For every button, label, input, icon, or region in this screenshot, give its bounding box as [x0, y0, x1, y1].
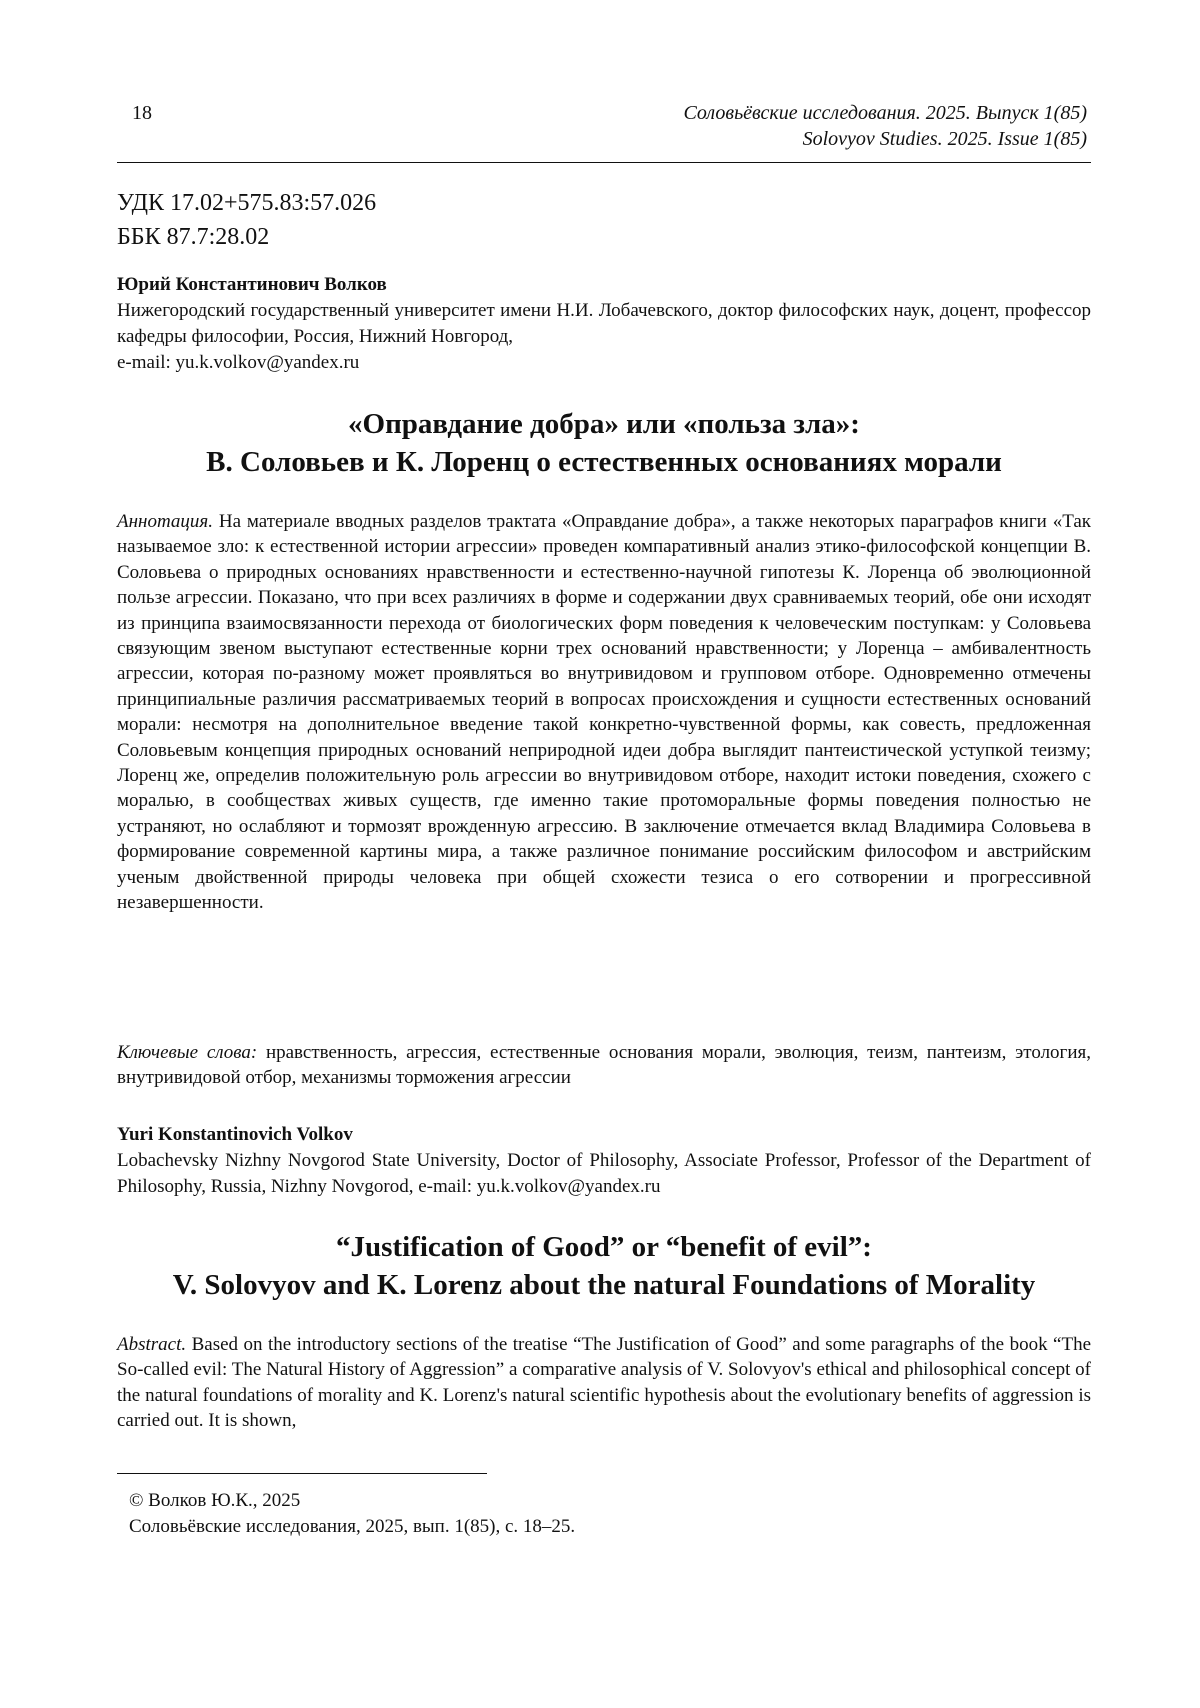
title-en-line-2: V. Solovyov and K. Lorenz about the natural Foundations of Morality	[172, 1269, 1036, 1301]
udk-code: УДК 17.02+575.83:57.026	[117, 190, 377, 216]
abstract-ru-text: На материале вводных разделов трактата «Оправдание добра», а также некоторых параграфов книги «Так называемое зло: к естественной истории агрессии» проведен компаративный анализ этико-философской концепции В. Соловьева о природных основаниях нравственности и естественно-научной гипотезы К. Лоренца об эволюционной пользе агрессии. Показано, что при всех различиях в форме и содержании двух сравниваемых теорий, обе они исходят из принципа взаимосвязанности перехода от биологических форм поведения к человеческим поступкам: у Соловьева связующим звеном выступают естественные корни трех оснований нравственности; у Лоренца – амбивалентность агрессии, которая по-разному может проявляться во внутривидовом и групповом отборе. Одновременно отмечены принципиальные различия рассматриваемых теорий в вопросах происхождения и сущности естественных оснований морали: несмотря на дополнительное введение такой конкретно-чувственной формы, как совесть, предложенная Соловьевым концепция природных оснований неприродной идеи добра выглядит пантеистической уступкой теизму; Лоренц же, определив положительную роль агрессии во внутривидовом отборе, находит истоки поведения, схожего с моралью, в сообществах живых существ, где именно такие протоморальные формы поведения полностью не устраняют, но ослабляют и тормозят врожденную агрессию. В заключение отмечается вклад Владимира Соловьева в формирование современной картины мира, а также различное понимание российским философом и австрийским ученым двойственной природы человека при общей схожести тезиса о его сотворении и прогрессивной незавершенности.	[117, 511, 1091, 914]
classification-codes	[117, 186, 376, 254]
title-ru-line-1: «Оправдание добра» или «польза зла»:	[348, 408, 860, 440]
page-number: 18	[132, 102, 152, 124]
journal-title-en: Solovyov Studies. 2025. Issue 1(85)	[802, 128, 1087, 150]
citation: Соловьёвские исследования, 2025, вып. 1(85), с. 18–25.	[129, 1516, 576, 1537]
author-affiliation-en: Lobachevsky Nizhny Novgorod State University, Doctor of Philosophy, Associate Professor, Professor of the Department of Philosophy, Russia, Nizhny Novgorod, e-mail: yu.k.volkov@yandex.ru	[117, 1150, 1091, 1197]
copyright-notice: © Волков Ю.К., 2025	[129, 1490, 301, 1511]
author-name-ru: Юрий Константинович Волков	[117, 274, 387, 295]
abstract-ru-label: Аннотация.	[117, 511, 213, 532]
author-block-en	[117, 1122, 1091, 1200]
author-email-ru: e-mail: yu.k.volkov@yandex.ru	[117, 352, 360, 373]
title-en-line-1: “Justification of Good” or “benefit of evil”:	[336, 1231, 872, 1263]
author-name-en: Yuri Konstantinovich Volkov	[117, 1124, 353, 1145]
abstract-ru	[117, 509, 1091, 916]
keywords-ru	[117, 1040, 1091, 1091]
journal-title-ru: Соловьёвские исследования. 2025. Выпуск 1(85)	[683, 102, 1087, 124]
article-title-en	[117, 1228, 1091, 1304]
title-ru-line-2: В. Соловьев и К. Лоренц о естественных основаниях морали	[206, 446, 1002, 478]
abstract-en	[117, 1332, 1091, 1434]
running-header	[117, 100, 1091, 163]
abstract-en-text: Based on the introductory sections of the treatise “The Justification of Good” and some paragraphs of the book “The So-called evil: The Natural History of Aggression” a comparative analysis of V. Solovyov's ethical and philosophical concept of the natural foundations of morality and K. Lorenz's natural scientific hypothesis about the evolutionary benefits of aggression is carried out. It is shown,	[117, 1334, 1092, 1432]
bbk-code: ББК 87.7:28.02	[117, 224, 270, 250]
author-affiliation-ru: Нижегородский государственный университет имени Н.И. Лобачевского, доктор философских наук, доцент, профессор кафедры философии, Россия, Нижний Новгород,	[117, 300, 1091, 347]
footnote-divider	[117, 1473, 487, 1474]
abstract-en-label: Abstract.	[117, 1334, 187, 1355]
keywords-ru-label: Ключевые слова:	[117, 1042, 258, 1063]
author-block-ru	[117, 272, 1091, 376]
article-title-ru	[117, 405, 1091, 481]
keywords-ru-text: нравственность, агрессия, естественные основания морали, эволюция, теизм, пантеизм, этология, внутривидовой отбор, механизмы торможения агрессии	[117, 1042, 1092, 1089]
footnote	[129, 1488, 575, 1540]
